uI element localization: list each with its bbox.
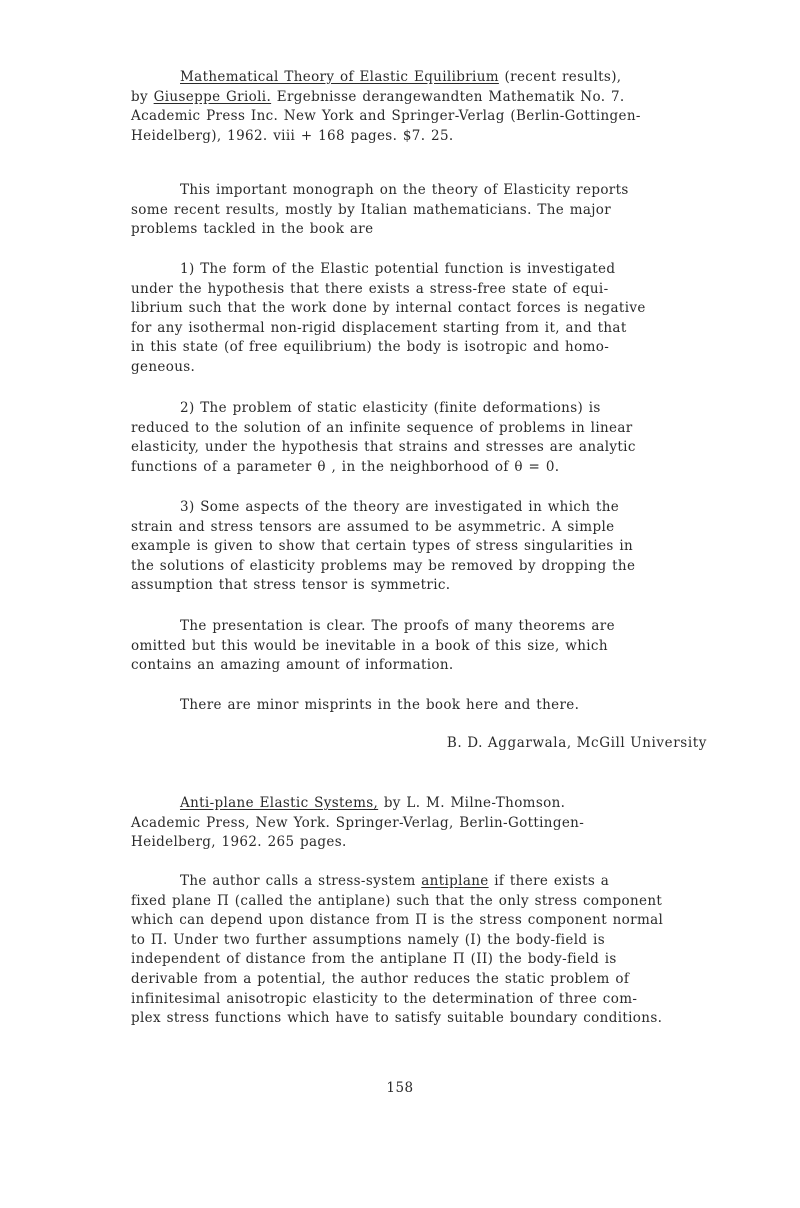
review1-point-3: 3) Some aspects of the theory are investigated in which the strain and stress tensors are assumed to be asymmetric. A simple example is given to show that certain types of stress singularities in the solutions of elasticity problems may be removed by dropping the assumption that stress tensor is symmetric. [131, 499, 636, 594]
page-number: 158 [386, 1080, 414, 1096]
review1-author: Giuseppe Grioli. [153, 88, 272, 105]
review1-citation: Mathematical Theory of Elastic Equilibrium (recent results), by Giuseppe Grioli. Ergebnisse derangewandten Mathematik No. 7. Academic Press Inc. New York and Springer-Verlag (Berlin-Gottingen- Heidelberg), 1962. viii + 168 pages. $7. 25. [131, 69, 641, 144]
review1-presentation: The presentation is clear. The proofs of many theorems are omitted but this would be inevitable in a book of this size, which contains an amazing amount of information. [131, 618, 615, 674]
antiplane-term: antiplane [421, 873, 489, 889]
review1-book-title: Mathematical Theory of Elastic Equilibrium [180, 69, 499, 85]
review2-body: The author calls a stress-system antiplane if there exists a fixed plane Π (called the antiplane) such that the only stress component which can depend upon distance from Π is the stress component normal to Π. Under two further assumptions namely (I) the body-field is independent of distance from the antiplane Π (II) the body-field is derivable from a potential, the author reduces the static problem of infinitesimal anisotropic elasticity to the determination of three com- plex stress functions which have to satisfy suitable boundary conditions. [131, 873, 664, 1027]
review1-point-1: 1) The form of the Elastic potential function is investigated under the hypothesis that there exists a stress-free state of equi- librium such that the work done by internal contact forces is negative for any isothermal non-rigid displacement starting from it, and that in this state (of free equilibrium) the body is isotropic and homo- geneous. [131, 261, 646, 375]
review1-intro: This important monograph on the theory of Elasticity reports some recent results, mostly by Italian mathematicians. The major problems tackled in the book are [131, 182, 629, 238]
review2-book-title: Anti-plane Elastic Systems, [180, 795, 379, 811]
review1-point-2: 2) The problem of static elasticity (finite deformations) is reduced to the solution of an infinite sequence of problems in linear elasticity, under the hypothesis that strains and stresses are analytic functions of a parameter θ , in the neighborhood of θ = 0. [131, 400, 636, 475]
review2-citation: Anti-plane Elastic Systems, by L. M. Milne-Thomson. Academic Press, New York. Springer-Verlag, Berlin-Gottingen- Heidelberg, 1962. 265 pages. [131, 795, 585, 851]
review1-misprints: There are minor misprints in the book here and there. [180, 697, 580, 713]
review1-signature: B. D. Aggarwala, McGill University [446, 735, 707, 751]
